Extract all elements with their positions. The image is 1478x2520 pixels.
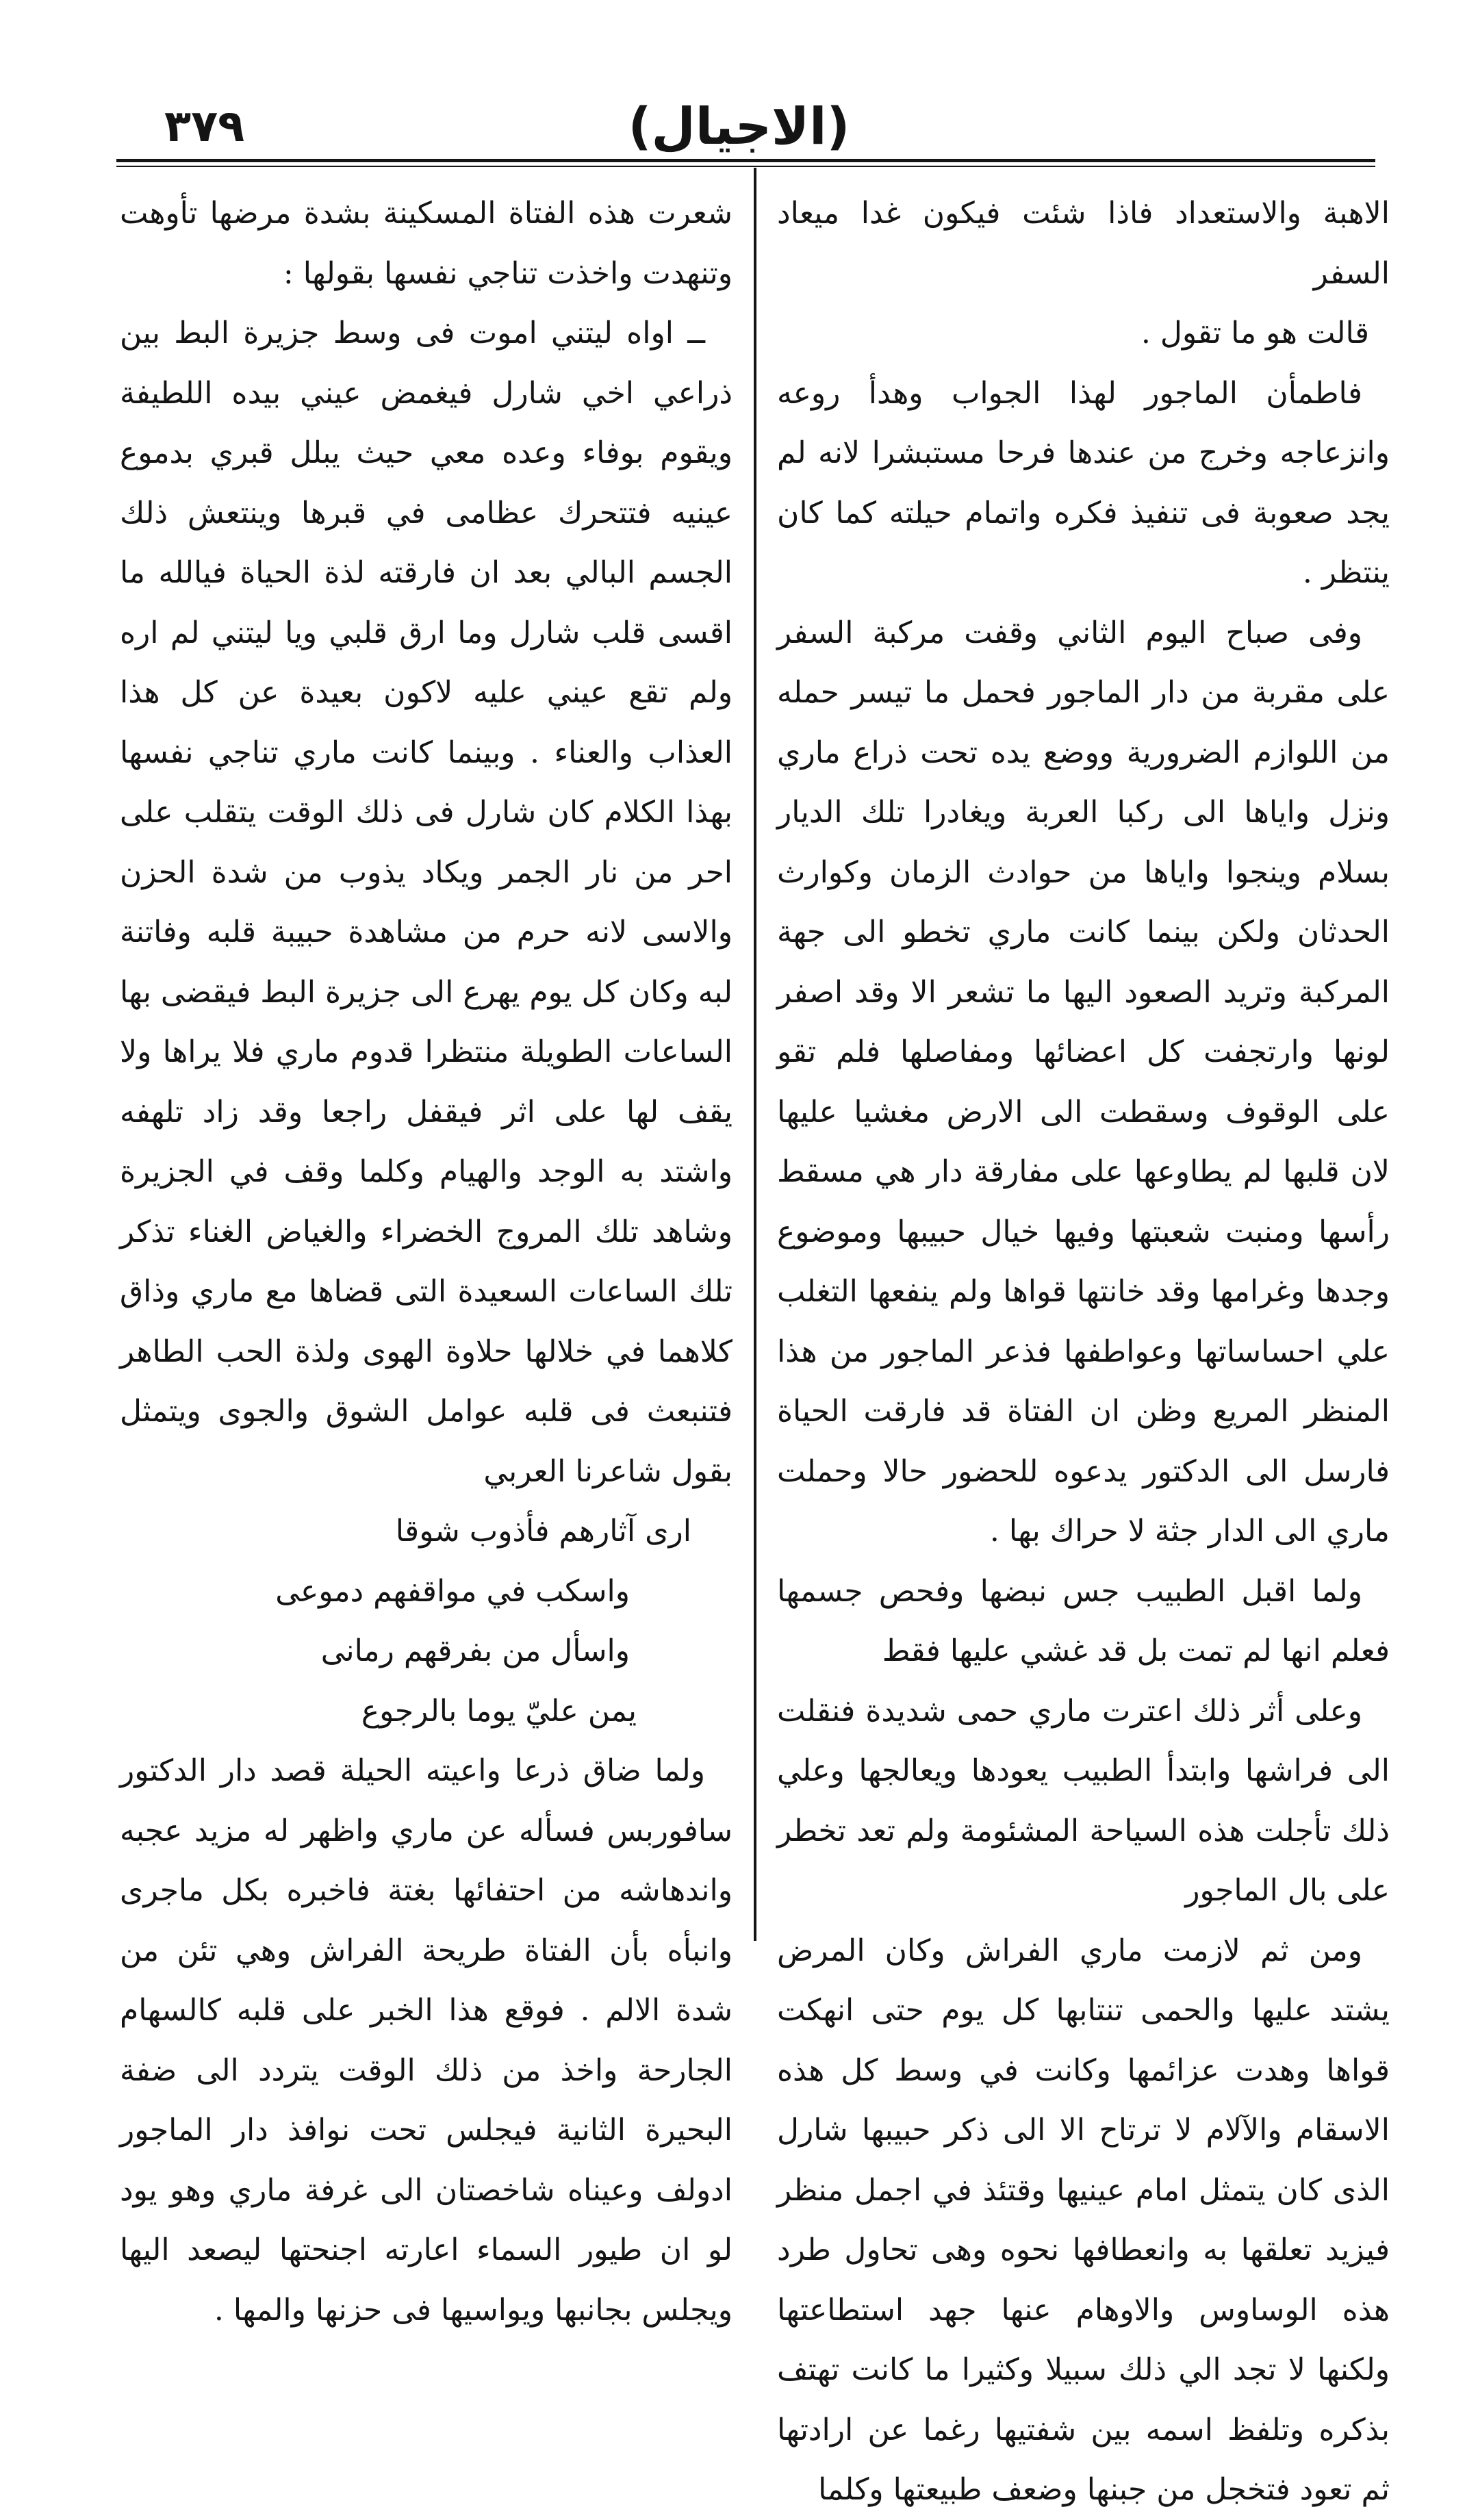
header-rule (116, 159, 1375, 162)
page-number: ٣٧٩ (164, 101, 245, 152)
paragraph: وفى صباح اليوم الثاني وقفت مركبة السفر على مقربة من دار الماجور فحمل ما تيسر حمله من اللوازم الضرورية ووضع يده تحت ذراع ماري ونزل واياها الى ركبا العربة ويغادرا تلك الديار بسلام وينجوا واياها من حوادث الزمان وكوارث الحدثان ولكن بينما كانت ماري تخطو الى جهة المركبة وتريد الصعود اليها ما تشعر الا وقد اصفر لونها وارتجفت كل اعضائها ومفاصلها فلم تقو على الوقوف وسقطت الى الارض مغشيا عليها لان قلبها لم يطاوعها على مفارقة دار هي مسقط رأسها ومنبت شعبتها وفيها خيال حبيبها وموضوع وجدها وغرامها وقد خانتها قواها ولم ينفعها التغلب علي احساساتها وعواطفها فذعر الماجور من هذا المنظر المريع وظن ان الفتاة قد فارقت الحياة فارسل الى الدكتور يدعوه للحضور حالا وحملت ماري الى الدار جثة لا حراك بها . (777, 615, 1390, 1549)
page-title: (الاجيال) (628, 97, 850, 156)
page-header (116, 96, 1362, 157)
paragraph: ــ اواه ليتني اموت فى وسط جزيرة البط بين ذراعي اخي شارل فيغمض عيني بيده اللطيفة ويقوم بوفاء وعده معي حيث يبلل قبري بدموع عينيه فتتحرك عظامى في قبرها وينتعش ذلك الجسم البالي بعد ان فارقته لذة الحياة فيالله ما اقسى قلب شارل وما ارق قلبي ويا ليتني لم اره ولم تقع عيني عليه لاكون بعيدة عن كل هذا العذاب والعناء . وبينما كانت ماري تناجي نفسها بهذا الكلام كان شارل فى ذلك الوقت يتقلب على احر من نار الجمر ويكاد يذوب من شدة الحزن والاسى لانه حرم من مشاهدة حبيبة قلبه وفاتنة لبه وكان كل يوم يهرع الى جزيرة البط فيقضى بها الساعات الطويلة منتظرا قدوم ماري فلا يراها ولا يقف لها على اثر فيقفل راجعا وقد زاد تلهفه واشتد به الوجد والهيام وكلما وقف في الجزيرة وشاهد تلك المروج الخضراء والغياض الغناء تذكر تلك الساعات السعيدة التى قضاها مع ماري وذاق كلاهما في خلالها حلاوة الهوى ولذة الحب الطاهر فتنبعث فى قلبه عوامل الشوق والجوى ويتمثل بقول شاعرنا العربي (120, 316, 732, 1489)
poem-verse: يمن عليّ يوما بالرجوع (361, 1693, 637, 1729)
paragraph: ولما اقبل الطبيب جس نبضها وفحص جسمها فعلم انها لم تمت بل قد غشي عليها فقط (777, 1573, 1390, 1668)
paragraph: شعرت هذه الفتاة المسكينة بشدة مرضها تأوهت وتنهدت واخذت تناجي نفسها بقولها : (120, 196, 732, 291)
paragraph: فاطمأن الماجور لهذا الجواب وهدأ روعه وانزعاجه وخرج من عندها فرحا مستبشرا لانه لم يجد صعوبة فى تنفيذ فكره واتمام حيلته كما كان ينتظر . (777, 375, 1390, 590)
left-column (120, 183, 732, 2340)
paragraph: ولما ضاق ذرعا واعيته الحيلة قصد دار الدكتور سافوربس فسأله عن ماري واظهر له مزيد عجبه واندهاشه من احتفائها بغتة فاخبره بكل ماجرى وانبأه بأن الفتاة طريحة الفراش وهي تئن من شدة الالم . فوقع هذا الخبر على قلبه كالسهام الجارحة واخذ من ذلك الوقت يتردد الى ضفة البحيرة الثانية فيجلس تحت نوافذ دار الماجور ادولف وعيناه شاخصتان الى غرفة ماري وهو يود لو ان طيور السماء اعارته اجنحتها ليصعد اليها ويجلس بجانبها ويواسيها فى حزنها والمها . (120, 1753, 732, 2328)
poem-verse: ارى آثارهم فأذوب شوقا (395, 1514, 691, 1549)
paragraph: وعلى أثر ذلك اعترت ماري حمى شديدة فنقلت الى فراشها وابتدأ الطبيب يعودها ويعالجها وعلي ذلك تأجلت هذه السياحة المشئومة ولم تعد تخطر على بال الماجور (777, 1693, 1390, 1908)
right-column (777, 183, 1390, 2520)
paragraph: قالت هو ما تقول . (1141, 316, 1369, 351)
poem-verse: واسأل من بفرقهم رمانى (320, 1633, 630, 1668)
poem-verse: واسكب في مواقفهم دموعى (275, 1573, 630, 1609)
paragraph: ومن ثم لازمت ماري الفراش وكان المرض يشتد عليها والحمى تنتابها كل يوم حتى انهكت قواها وهدت عزائمها وكانت في وسط كل هذه الاسقام والآلام لا ترتاح الا الى ذكر حبيبها شارل الذى كان يتمثل امام عينيها وقتئذ في اجمل منظر فيزيد تعلقها به وانعطافها نحوه وهى تحاول طرد هذه الوساوس والاوهام عنها جهد استطاعتها ولكنها لا تجد الي ذلك سبيلا وكثيرا ما كانت تهتف بذكره وتلفظ اسمه بين شفتيها رغما عن ارادتها ثم تعود فتخجل من جبنها وضعف طبيعتها وكلما (777, 1933, 1390, 2507)
column-divider (754, 168, 756, 1941)
paragraph: الاهبة والاستعداد فاذا شئت فيكون غدا ميعاد السفر (777, 196, 1390, 291)
header-rule-thin (116, 166, 1375, 167)
